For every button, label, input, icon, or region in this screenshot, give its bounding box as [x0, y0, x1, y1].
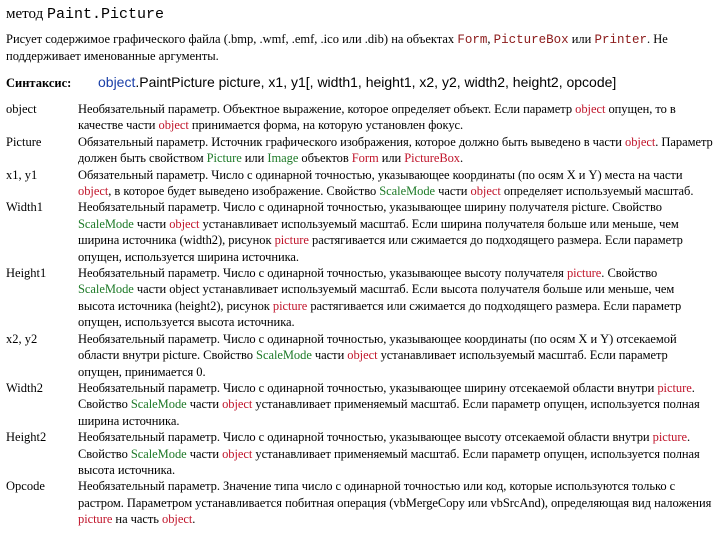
param-row [6, 380, 714, 429]
param-text-segment: устанавливает используемый масштаб. Если ширина получателя больше или меньше, чем ширина источника (width2), рисунок [78, 216, 679, 248]
param-text-segment: Необязательный параметр. Число с одинарной точностью, указывающее высоту отсекаемой области внутри [78, 430, 653, 445]
param-description [78, 101, 714, 134]
description-text-1: Рисует содержимое графического файла (.bmp, .wmf, .emf, .ico или .dib) на объектах [6, 32, 458, 46]
param-keyword: Form [351, 151, 379, 166]
param-row [6, 265, 714, 331]
title-keyword: метод [6, 6, 44, 22]
param-keyword: picture [657, 380, 692, 395]
description-picturebox: PictureBox [493, 33, 569, 47]
param-description [78, 134, 714, 167]
param-text-segment: определяет используемый масштаб. [500, 184, 694, 199]
param-keyword: ScaleMode [130, 397, 187, 412]
page-title [6, 4, 714, 25]
param-text-segment: принимается форма, на которую установлен фокус. [188, 118, 464, 133]
param-keyword: picture [78, 512, 113, 527]
param-text-segment: Необязательный параметр. Значение типа число с одинарной точностью или код, которые используются только с растром. Параметром устанавливается побитная операция (vbMergeCopy или vbSrcAnd), определяющая вид наложения [78, 479, 712, 510]
param-keyword: object [162, 512, 193, 527]
param-keyword: object [625, 134, 656, 149]
param-keyword: ScaleMode [78, 216, 134, 231]
param-row [6, 478, 714, 527]
param-description [78, 429, 714, 478]
syntax-section [6, 74, 714, 91]
param-text-segment: Обязательный параметр. Источник графического изображения, которое должно быть выведено в части [78, 134, 626, 149]
param-text-segment: на часть [112, 512, 163, 527]
param-description [78, 331, 714, 380]
param-keyword: PictureBox [404, 151, 461, 166]
param-name: Width1 [6, 200, 43, 215]
param-keyword: ScaleMode [130, 446, 187, 461]
param-keyword: picture [272, 298, 308, 313]
param-row [6, 331, 714, 380]
param-text-segment: устанавливает используемый масштаб. Если параметр опущен, принимается 0. [78, 348, 668, 379]
syntax-rest: .PaintPicture picture, x1, y1[, width1, height1, x2, y2, width2, height2, opcode] [135, 74, 617, 90]
param-keyword: object [470, 184, 501, 199]
param-keyword: picture [274, 233, 309, 248]
syntax-object: object [98, 74, 136, 90]
param-keyword: ScaleMode [78, 282, 134, 297]
description-printer: Printer [594, 33, 647, 47]
title-method-name: Paint.Picture [46, 6, 164, 23]
param-row [6, 199, 714, 265]
param-keyword: object [575, 102, 606, 116]
syntax-code [98, 74, 616, 90]
param-row [6, 167, 714, 200]
param-row [6, 101, 714, 134]
param-description [78, 167, 714, 200]
param-keyword: picture [652, 430, 687, 445]
param-description [78, 478, 714, 527]
param-text-segment: или [378, 151, 405, 166]
param-text-segment: или [241, 151, 268, 166]
param-name: x1, y1 [6, 167, 38, 182]
param-text-segment: части [133, 216, 170, 231]
param-keyword: object [347, 348, 378, 363]
param-row [6, 429, 714, 478]
param-row [6, 134, 714, 167]
param-description [78, 265, 714, 331]
param-text-segment: части [186, 397, 223, 412]
description-text-3: . Не поддерживает именованные аргументы. [6, 32, 668, 63]
param-text-segment: части object устанавливает используемый масштаб. Если высота получателя больше или меньше, чем высота источника (height2), рисунок [78, 282, 675, 313]
param-text-segment: части [186, 446, 223, 461]
param-text-segment: устанавливает применяемый масштаб. Если параметр опущен, используется полная ширина источника. [78, 397, 700, 428]
param-description [78, 380, 714, 429]
param-keyword: Image [267, 151, 299, 166]
param-name: Height2 [6, 430, 47, 445]
param-keyword: ScaleMode [379, 184, 436, 199]
param-text-segment: части [435, 184, 471, 199]
param-keyword: object [169, 216, 200, 231]
param-text-segment: растягивается или сжимается до подходящего размера. Если параметр опущен, используется ширина источника. [78, 233, 683, 264]
param-name: Height1 [6, 266, 47, 281]
param-text-segment: . [460, 151, 464, 166]
description-form: Form [457, 33, 488, 47]
param-keyword: object [222, 446, 253, 461]
param-text-segment: Необязательный параметр. Число с одинарной точностью, указывающее ширину получателя picture. Свойство [78, 200, 662, 215]
description-text-2: или [568, 32, 595, 46]
method-description [6, 31, 714, 64]
param-text-segment: устанавливает применяемый масштаб. Если параметр опущен, используется полная высота источника. [78, 446, 700, 477]
parameters-list [6, 101, 714, 528]
param-keyword: Picture [206, 151, 242, 166]
param-keyword: picture [566, 266, 602, 281]
param-text-segment: опущен, то в качестве части [78, 102, 676, 133]
param-text-segment: . [192, 512, 196, 527]
param-keyword: object [78, 184, 109, 199]
param-text-segment: части [311, 348, 348, 363]
param-text-segment: растягивается или сжимается до подходящего размера. Если параметр опущен, используется высота источника. [78, 298, 682, 330]
param-name: x2, y2 [6, 331, 38, 346]
param-name: Width2 [6, 380, 43, 395]
param-text-segment: Необязательный параметр. Объектное выражение, которое определяет объект. Если параметр [78, 102, 576, 116]
param-text-segment: . Свойство [601, 266, 658, 281]
param-keyword: object [222, 397, 253, 412]
param-text-segment: Необязательный параметр. Число с одинарной точностью, указывающее высоту получателя [78, 266, 567, 281]
param-text-segment: объектов [298, 151, 352, 166]
param-name: Picture [6, 134, 42, 149]
description-sep: , [487, 32, 494, 46]
param-description [78, 199, 714, 265]
param-name: object [6, 102, 37, 116]
param-name: Opcode [6, 479, 45, 494]
param-text-segment: Обязательный параметр. Число с одинарной точностью, указывающее координаты (по осям X и Y) места на части [78, 167, 683, 182]
param-text-segment: . Параметр должен быть свойством [78, 134, 713, 166]
param-text-segment: . Свойство [78, 430, 691, 461]
param-text-segment: , в которое будет выведено изображение. Свойство [108, 184, 380, 199]
param-text-segment: Необязательный параметр. Число с одинарной точностью, указывающее ширину отсекаемой области внутри [78, 380, 658, 395]
syntax-label: Синтаксис: [6, 76, 72, 90]
param-keyword: ScaleMode [256, 348, 312, 363]
param-keyword: object [158, 118, 189, 133]
param-text-segment: Необязательный параметр. Число с одинарной точностью, указывающее координаты (по осям X и Y) отсекаемой области внутри picture. Свойство [78, 331, 677, 363]
param-text-segment: . Свойство [78, 380, 695, 412]
